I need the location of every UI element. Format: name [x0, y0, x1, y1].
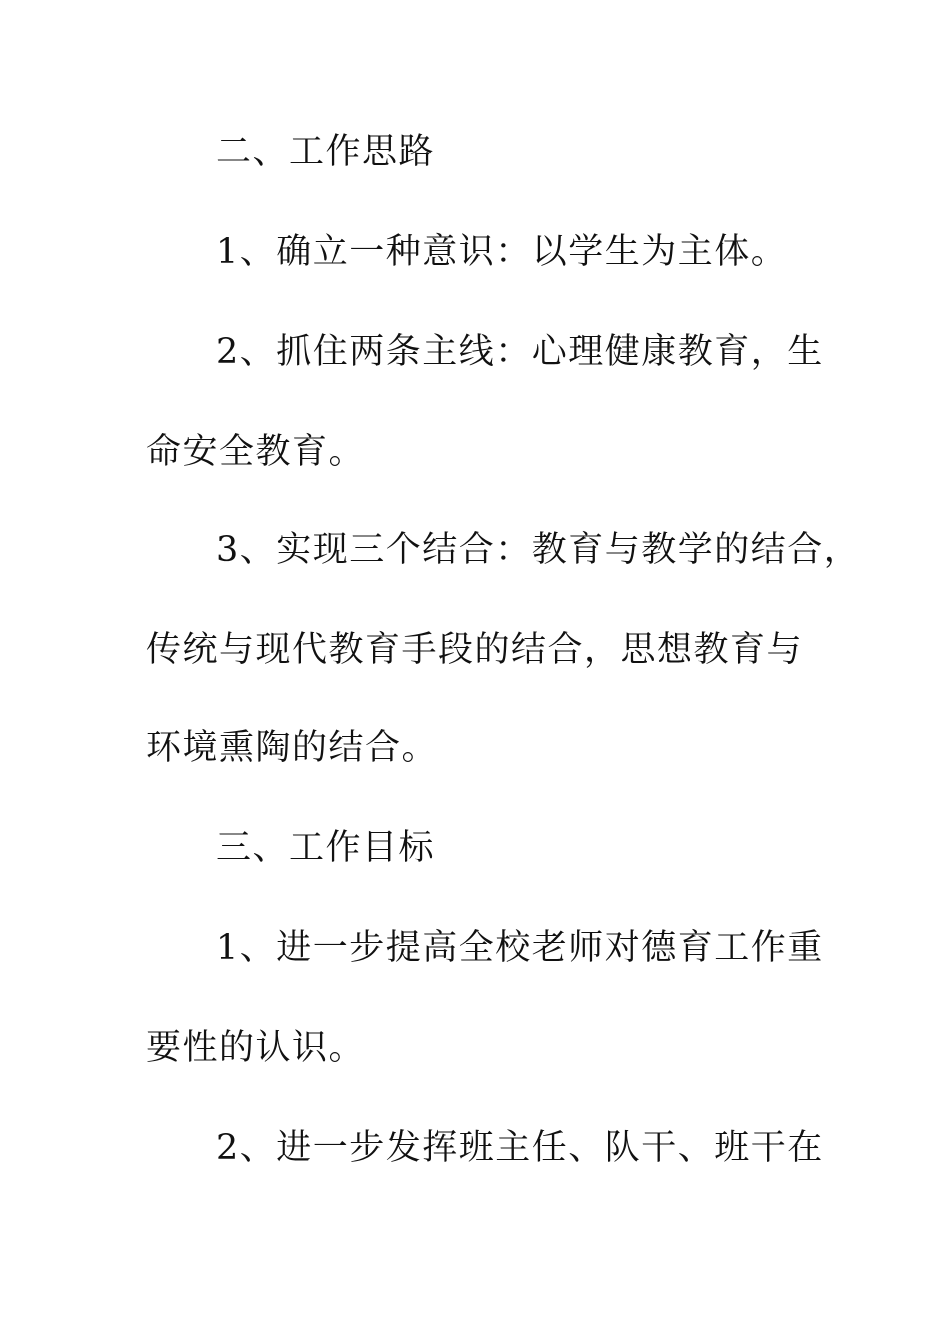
paragraph-line: 2、抓住两条主线：心理健康教育，生	[216, 332, 824, 372]
paragraph-line: 环境熏陶的结合。	[146, 728, 439, 768]
paragraph-line: 3、实现三个结合：教育与教学的结合，	[216, 530, 861, 570]
paragraph-line: 2、进一步发挥班主任、队干、班干在	[216, 1128, 824, 1168]
section-heading-work-approach: 二、工作思路	[216, 132, 436, 172]
section-heading-work-goals: 三、工作目标	[216, 828, 436, 868]
paragraph-line: 传统与现代教育手段的结合，思想教育与	[146, 630, 804, 670]
paragraph-line: 1、确立一种意识：以学生为主体。	[216, 232, 788, 272]
paragraph-line: 1、进一步提高全校老师对德育工作重	[216, 928, 824, 968]
paragraph-line: 要性的认识。	[146, 1028, 366, 1068]
paragraph-line: 命安全教育。	[146, 432, 366, 472]
